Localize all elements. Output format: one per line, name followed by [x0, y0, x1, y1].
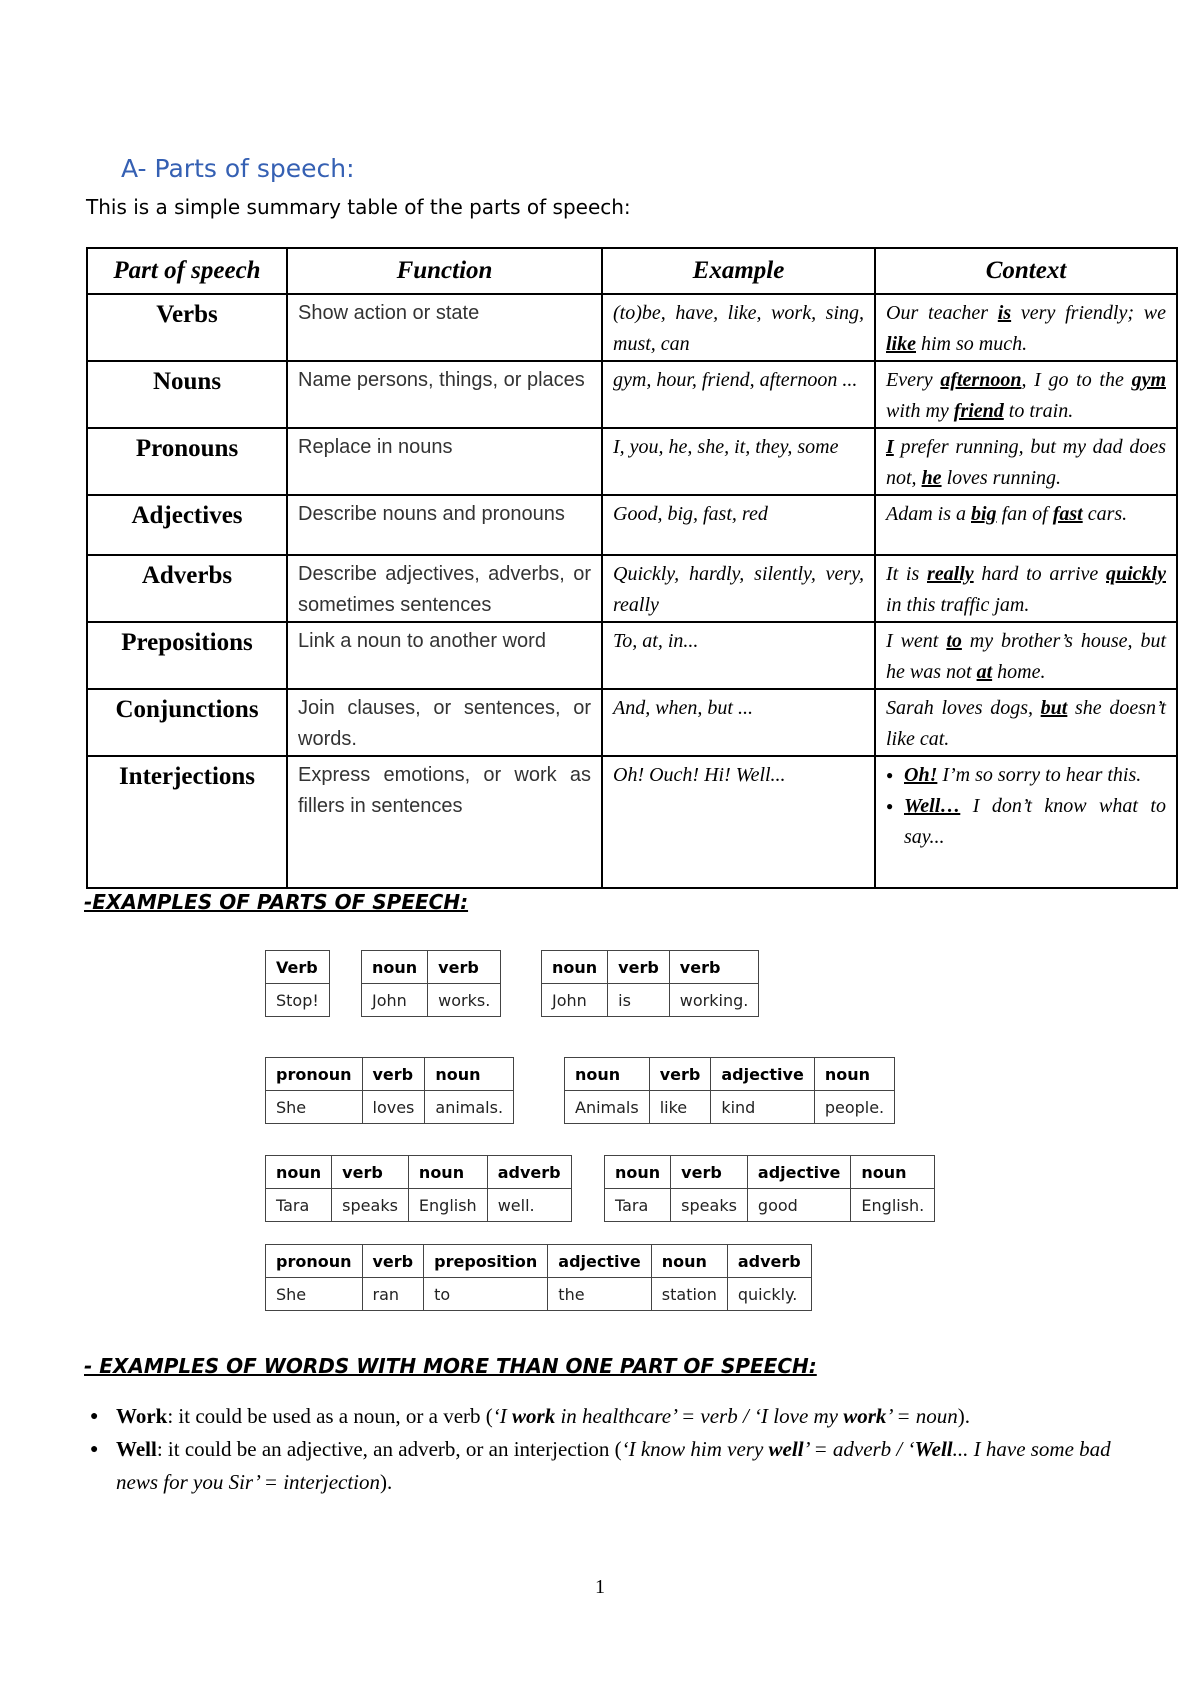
- pos-tag: adjective: [711, 1058, 814, 1091]
- example-word: the: [548, 1278, 651, 1311]
- italic-text: ‘I know him very: [621, 1437, 769, 1461]
- example-word-row: [565, 1091, 895, 1124]
- example-word-row: [266, 1278, 812, 1311]
- pos-tag: noun: [651, 1245, 727, 1278]
- pos-tag: verb: [671, 1156, 748, 1189]
- list-item: ● Well: it could be an adjective, an adverb, or an interjection (‘I know him very well’ = adverb / ‘Well... I have some bad news for you Sir’ = interjection).: [84, 1433, 1114, 1499]
- part-of-speech-cell: Adverbs: [87, 555, 287, 622]
- example-word: Tara: [266, 1189, 332, 1222]
- example-word: Animals: [565, 1091, 650, 1124]
- example-word: speaks: [332, 1189, 409, 1222]
- part-of-speech-cell: Nouns: [87, 361, 287, 428]
- example-word: She: [266, 1091, 363, 1124]
- example-tag-row: [266, 1058, 514, 1091]
- pos-tag: noun: [542, 951, 608, 984]
- italic-text: ... I have some bad news for you Sir’ = interjection: [116, 1437, 1111, 1494]
- page-number: 1: [595, 1576, 605, 1598]
- example-cell: Good, big, fast, red: [602, 495, 875, 555]
- table-row: [87, 756, 1177, 888]
- intro-text: This is a simple summary table of the parts of speech:: [86, 195, 631, 219]
- header-function: Function: [287, 248, 602, 294]
- pos-tag: noun: [408, 1156, 487, 1189]
- example-word: works.: [428, 984, 501, 1017]
- pos-tag: verb: [362, 1058, 425, 1091]
- pos-tag: noun: [425, 1058, 514, 1091]
- table-row: [87, 495, 1177, 555]
- keyword: Well…: [904, 795, 961, 817]
- pos-tag: verb: [428, 951, 501, 984]
- function-cell: Name persons, things, or places: [287, 361, 602, 428]
- example-sentence-table: [265, 1155, 572, 1222]
- context-cell: I prefer running, but my dad does not, he loves running.: [875, 428, 1177, 495]
- example-word: animals.: [425, 1091, 514, 1124]
- example-word: to: [424, 1278, 548, 1311]
- context-bullet: ● Oh! I’m so sorry to hear this.: [886, 760, 1166, 791]
- pos-tag: noun: [814, 1058, 894, 1091]
- multi-pos-list: [84, 1400, 1114, 1499]
- keyword: is: [997, 302, 1012, 324]
- example-cell: (to)be, have, like, work, sing, must, can: [602, 294, 875, 361]
- example-word: John: [362, 984, 428, 1017]
- example-sentence-table: [265, 1244, 812, 1311]
- example-cell: Oh! Ouch! Hi! Well...: [602, 756, 875, 888]
- term: Well: [116, 1437, 157, 1461]
- keyword: at: [976, 661, 993, 683]
- example-tag-row: [542, 951, 759, 984]
- example-sentence-table: [541, 950, 759, 1017]
- example-word: people.: [814, 1091, 894, 1124]
- example-word: kind: [711, 1091, 814, 1124]
- function-cell: Link a noun to another word: [287, 622, 602, 689]
- table-row: [87, 361, 1177, 428]
- example-word: is: [608, 984, 670, 1017]
- pos-tag: noun: [851, 1156, 935, 1189]
- examples-title: -EXAMPLES OF PARTS OF SPEECH:: [84, 890, 469, 914]
- keyword: big: [971, 503, 997, 525]
- emphasis-word: work: [843, 1404, 887, 1428]
- pos-tag: verb: [608, 951, 670, 984]
- keyword: to: [946, 630, 962, 652]
- italic-text: ‘I: [492, 1404, 513, 1428]
- term: Work: [116, 1404, 168, 1428]
- context-bullet-list: [886, 760, 1166, 853]
- italic-text: ’ = noun: [886, 1404, 958, 1428]
- italic-text: ’ = adverb / ‘: [803, 1437, 915, 1461]
- example-word: English: [408, 1189, 487, 1222]
- pos-tag: verb: [649, 1058, 711, 1091]
- pos-tag: noun: [266, 1156, 332, 1189]
- example-word: English.: [851, 1189, 935, 1222]
- example-word: like: [649, 1091, 711, 1124]
- emphasis-word: Well: [914, 1437, 953, 1461]
- example-word: She: [266, 1278, 363, 1311]
- example-cell: To, at, in...: [602, 622, 875, 689]
- example-tag-row: [266, 951, 330, 984]
- example-word: ran: [362, 1278, 424, 1311]
- example-tag-row: [266, 1156, 572, 1189]
- function-cell: Describe adjectives, adverbs, or sometimes sentences: [287, 555, 602, 622]
- parts-of-speech-table: [86, 247, 1178, 889]
- table-row: [87, 294, 1177, 361]
- function-cell: Describe nouns and pronouns: [287, 495, 602, 555]
- table-header-row: [87, 248, 1177, 294]
- pos-tag: adjective: [548, 1245, 651, 1278]
- pos-tag: verb: [332, 1156, 409, 1189]
- example-tag-row: [266, 1245, 812, 1278]
- keyword: fast: [1052, 503, 1083, 525]
- example-sentence-table: [564, 1057, 895, 1124]
- table-row: [87, 555, 1177, 622]
- example-word-row: [266, 1091, 514, 1124]
- example-sentence-table: [604, 1155, 935, 1222]
- example-cell: gym, hour, friend, afternoon ...: [602, 361, 875, 428]
- pos-tag: adverb: [487, 1156, 571, 1189]
- emphasis-word: work: [512, 1404, 556, 1428]
- example-word: Stop!: [266, 984, 330, 1017]
- example-word: well.: [487, 1189, 571, 1222]
- header-part-of-speech: Part of speech: [87, 248, 287, 294]
- pos-tag: adverb: [727, 1245, 811, 1278]
- part-of-speech-cell: Interjections: [87, 756, 287, 888]
- example-word: good: [747, 1189, 850, 1222]
- keyword: friend: [953, 400, 1004, 422]
- pos-tag: noun: [605, 1156, 671, 1189]
- table-row: [87, 689, 1177, 756]
- pos-tag: adjective: [747, 1156, 850, 1189]
- context-bullet: ● Well… I don’t know what to say...: [886, 791, 1166, 853]
- context-cell: I went to my brother’s house, but he was not at home.: [875, 622, 1177, 689]
- keyword: really: [927, 563, 974, 585]
- example-word-row: [605, 1189, 935, 1222]
- table-row: [87, 428, 1177, 495]
- keyword: like: [886, 333, 916, 355]
- context-cell: Our teacher is very friendly; we like him so much.: [875, 294, 1177, 361]
- header-example: Example: [602, 248, 875, 294]
- keyword: gym: [1131, 369, 1166, 391]
- part-of-speech-cell: Conjunctions: [87, 689, 287, 756]
- part-of-speech-cell: Pronouns: [87, 428, 287, 495]
- example-word: Tara: [605, 1189, 671, 1222]
- keyword: quickly: [1106, 563, 1166, 585]
- keyword: afternoon: [940, 369, 1022, 391]
- example-word: station: [651, 1278, 727, 1311]
- example-sentence-table: [265, 950, 330, 1017]
- pos-tag: noun: [565, 1058, 650, 1091]
- pos-tag: preposition: [424, 1245, 548, 1278]
- example-word-row: [362, 984, 501, 1017]
- keyword: he: [921, 467, 942, 489]
- context-cell: Sarah loves dogs, but she doesn’t like cat.: [875, 689, 1177, 756]
- part-of-speech-cell: Prepositions: [87, 622, 287, 689]
- context-cell: Adam is a big fan of fast cars.: [875, 495, 1177, 555]
- pos-tag: noun: [362, 951, 428, 984]
- example-tag-row: [605, 1156, 935, 1189]
- context-cell: It is really hard to arrive quickly in this traffic jam.: [875, 555, 1177, 622]
- part-of-speech-cell: Adjectives: [87, 495, 287, 555]
- emphasis-word: well: [768, 1437, 804, 1461]
- pos-tag: Verb: [266, 951, 330, 984]
- example-word-row: [266, 1189, 572, 1222]
- function-cell: Join clauses, or sentences, or words.: [287, 689, 602, 756]
- example-sentence-table: [361, 950, 501, 1017]
- context-cell: Every afternoon, I go to the gym with my friend to train.: [875, 361, 1177, 428]
- section-heading: A- Parts of speech:: [121, 154, 355, 183]
- example-tag-row: [565, 1058, 895, 1091]
- pos-tag: pronoun: [266, 1245, 363, 1278]
- example-word: loves: [362, 1091, 425, 1124]
- context-cell: [875, 756, 1177, 888]
- pos-tag: pronoun: [266, 1058, 363, 1091]
- keyword: Oh!: [904, 764, 938, 786]
- pos-tag: verb: [669, 951, 759, 984]
- function-cell: Express emotions, or work as fillers in sentences: [287, 756, 602, 888]
- example-word: John: [542, 984, 608, 1017]
- example-sentence-table: [265, 1057, 514, 1124]
- multi-pos-title: - EXAMPLES OF WORDS WITH MORE THAN ONE PART OF SPEECH:: [84, 1354, 817, 1378]
- example-cell: I, you, he, she, it, they, some: [602, 428, 875, 495]
- list-item: ● Work: it could be used as a noun, or a verb (‘I work in healthcare’ = verb / ‘I love my work’ = noun).: [84, 1400, 1114, 1433]
- table-row: [87, 622, 1177, 689]
- function-cell: Replace in nouns: [287, 428, 602, 495]
- header-context: Context: [875, 248, 1177, 294]
- keyword: I: [886, 436, 894, 458]
- example-cell: Quickly, hardly, silently, very, really: [602, 555, 875, 622]
- italic-text: in healthcare’ = verb / ‘I love my: [555, 1404, 844, 1428]
- example-tag-row: [362, 951, 501, 984]
- example-word: working.: [669, 984, 759, 1017]
- function-cell: Show action or state: [287, 294, 602, 361]
- example-word-row: [542, 984, 759, 1017]
- example-cell: And, when, but ...: [602, 689, 875, 756]
- example-word-row: [266, 984, 330, 1017]
- pos-tag: verb: [362, 1245, 424, 1278]
- keyword: but: [1040, 697, 1068, 719]
- example-word: speaks: [671, 1189, 748, 1222]
- part-of-speech-cell: Verbs: [87, 294, 287, 361]
- example-word: quickly.: [727, 1278, 811, 1311]
